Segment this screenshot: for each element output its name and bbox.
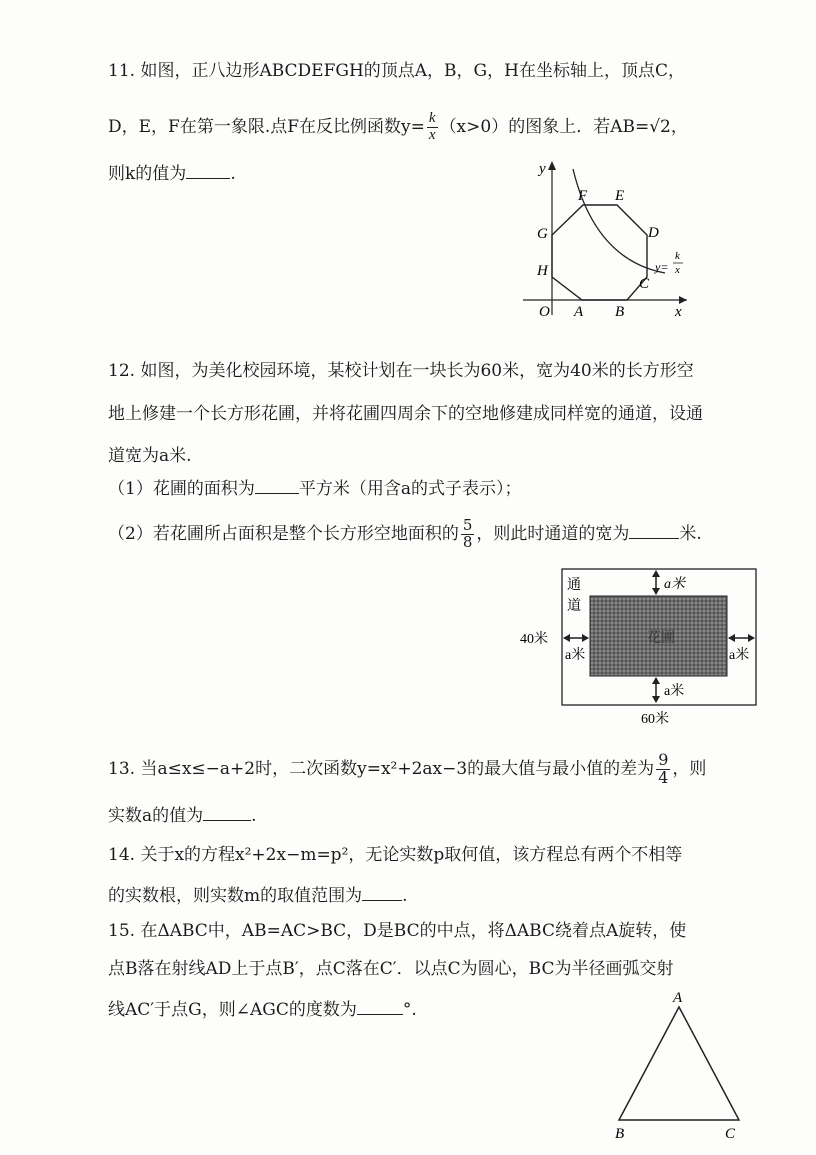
arrow-icon-right-r: [748, 634, 755, 642]
label-a: A: [673, 990, 683, 1006]
a-left-label: a米: [565, 648, 586, 663]
q12-line-2: 地上修建一个长方形花圃，并将花圃四周余下的空地修建成同样宽的通道，设通: [108, 404, 703, 424]
q12-part-2a: （2）若花圃所占面积是整个长方形空地面积的: [108, 523, 459, 544]
q11-figure: [515, 155, 695, 325]
q15-line-1: 15. 在ΔABC中，AB=AC>BC，D是BC的中点，将ΔABC绕着点A旋转，使: [108, 921, 687, 941]
q13-line-2-text: 实数a的值为: [108, 806, 204, 826]
label-d: D: [648, 225, 659, 241]
q15-line-2: 点B落在射线AD上于点B′，点C落在C′．以点C为圆心，BC为半径画弧交射: [108, 959, 674, 979]
q14-line-1: 14. 关于x的方程x²+2x−m=p²，无论实数p取何值，该方程总有两个不相等: [108, 845, 683, 865]
arrow-icon-right-l: [728, 634, 735, 642]
label-b: B: [615, 304, 625, 320]
curve-label-lhs: y=: [655, 260, 669, 274]
octagon: [552, 205, 647, 300]
q12-frac-num: 5: [462, 516, 473, 534]
a-bottom-label: a米: [664, 684, 685, 699]
q13-line-1b: ，则: [672, 758, 707, 779]
q13-line-2: [108, 803, 257, 826]
q11-line-3-text: 则k的值为: [108, 164, 187, 184]
label-y: y: [539, 161, 546, 177]
path-label-tong: 通: [567, 578, 581, 593]
path-label-dao: 道: [567, 599, 581, 614]
label-g: G: [537, 226, 548, 242]
q13-frac-den: 4: [658, 767, 669, 787]
q12-part-1a: （1）花圃的面积为: [108, 479, 255, 499]
arrow-icon-bottom-up: [652, 677, 660, 684]
garden-label: 花圃: [647, 631, 675, 646]
q12-answer-blank-2: [629, 521, 679, 539]
label-c: C: [725, 1126, 736, 1142]
q15-line-3-text: 线AC′于点G，则∠AGC的度数为: [108, 1000, 357, 1020]
arrow-icon-left-r: [582, 634, 589, 642]
q11-line-3: [108, 161, 236, 184]
q14-end: .: [402, 886, 408, 906]
q12-figure: [515, 566, 765, 728]
q13-line-1: [108, 752, 706, 787]
q14-line-2: [108, 883, 408, 906]
hyperbola-curve: [573, 169, 665, 273]
q15-answer-blank: [357, 997, 403, 1015]
label-x: x: [675, 304, 682, 320]
q11-answer-blank: [186, 161, 230, 179]
q15-end: °.: [402, 1000, 417, 1020]
label-a: A: [574, 304, 584, 320]
q11-frac-num: k: [428, 110, 436, 126]
q13-fraction: [656, 752, 670, 787]
triangle-abc: [619, 1007, 739, 1120]
arrow-icon-top-up: [652, 570, 660, 577]
q13-end: .: [251, 806, 257, 826]
q12-frac-den: 8: [462, 532, 473, 551]
q15-figure: [605, 985, 755, 1145]
q11-fraction: [427, 111, 438, 144]
q12-part-2: [108, 518, 702, 551]
curve-label-num: k: [675, 250, 680, 262]
q12-part-2c: 米.: [679, 523, 702, 544]
label-h: H: [537, 263, 548, 279]
q11-end: .: [230, 164, 236, 184]
label-f: F: [578, 188, 588, 204]
q13-frac-num: 9: [658, 750, 669, 769]
x-axis-arrow-icon: [679, 296, 687, 304]
q11-line-1: 11. 如图，正八边形ABCDEFGH的顶点A，B，G，H在坐标轴上，顶点C，: [108, 61, 685, 81]
q12-answer-blank-1: [255, 476, 299, 494]
a-right-label: a米: [729, 648, 750, 663]
q15-line-3: [108, 997, 417, 1020]
width-40-label: 40米: [520, 632, 548, 647]
label-c: C: [639, 276, 650, 292]
q13-answer-blank: [203, 803, 251, 821]
q12-line-3: 道宽为a米.: [108, 446, 192, 466]
label-b: B: [615, 1126, 625, 1142]
q12-line-1: 12. 如图，为美化校园环境，某校计划在一块长为60米，宽为40米的长方形空: [108, 361, 694, 381]
q12-part-1: [108, 476, 521, 499]
q13-line-1a: 13. 当a≤x≤−a+2时，二次函数y=x²+2ax−3的最大值与最小值的差为: [108, 758, 655, 779]
q11-frac-den: x: [428, 126, 436, 143]
label-e: E: [615, 188, 625, 204]
q14-line-2-text: 的实数根，则实数m的取值范围为: [108, 886, 363, 906]
q11-line-2b: （x>0）的图象上．若AB=√2，: [439, 116, 688, 137]
y-axis-arrow-icon: [548, 161, 556, 170]
arrow-icon-top-down: [652, 588, 660, 595]
q14-answer-blank: [362, 883, 402, 901]
length-60-label: 60米: [641, 712, 669, 727]
curve-label-den: x: [675, 264, 680, 276]
arrow-icon-bottom-down: [652, 696, 660, 703]
arrow-icon-left-l: [563, 634, 570, 642]
q12-part-2b: ，则此时通道的宽为: [476, 523, 630, 544]
q11-line-2: [108, 111, 688, 144]
q12-fraction: [461, 518, 475, 551]
label-o: O: [539, 304, 550, 320]
q12-part-1b: 平方米（用含a的式子表示）；: [298, 479, 522, 499]
q11-line-2a: D，E，F在第一象限.点F在反比例函数y=: [108, 116, 425, 137]
a-top-label: a米: [664, 577, 685, 592]
